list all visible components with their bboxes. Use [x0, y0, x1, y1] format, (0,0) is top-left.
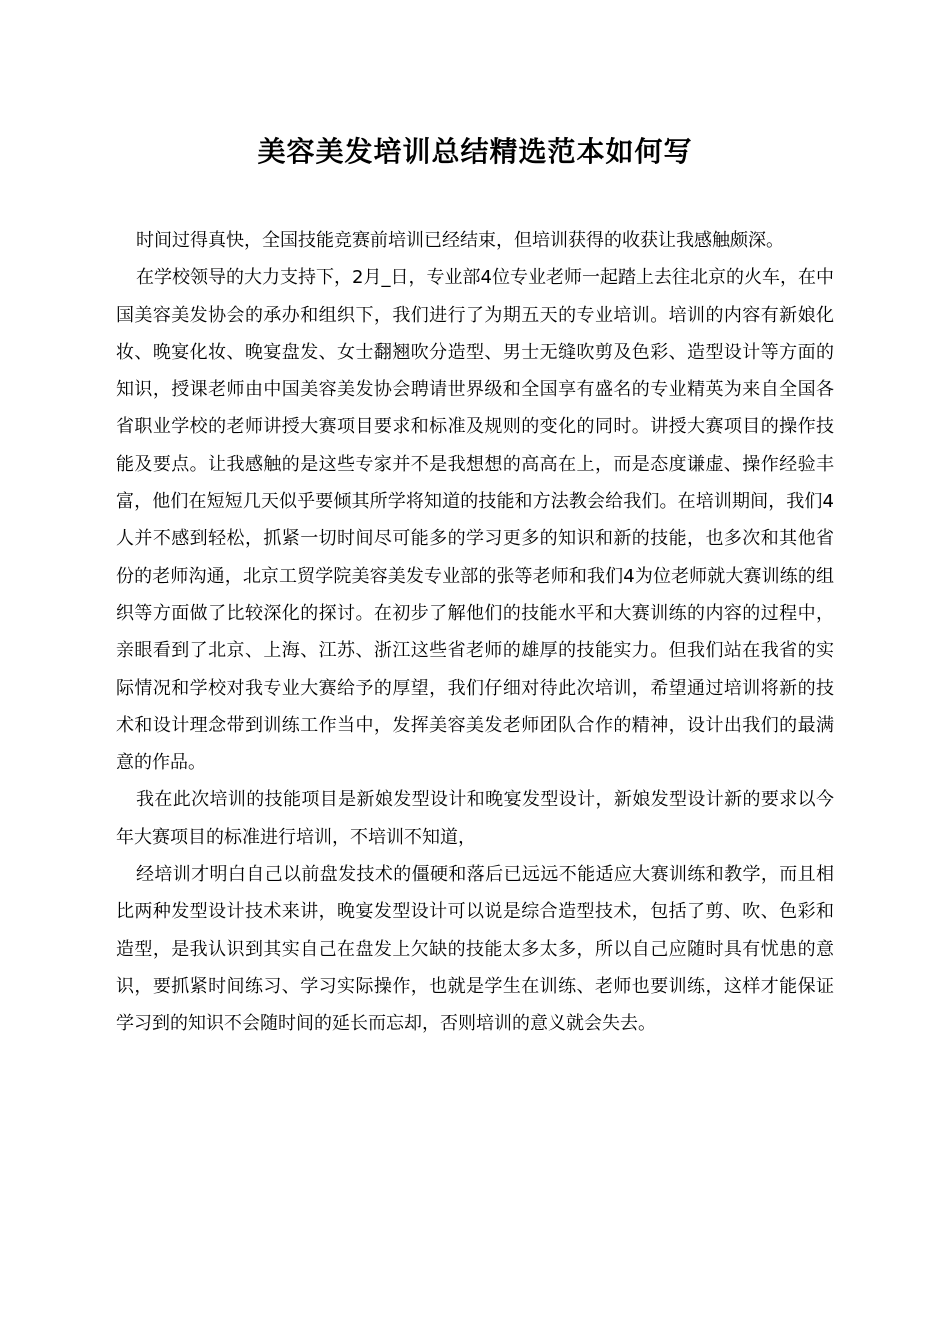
page-title: 美容美发培训总结精选范本如何写 — [257, 135, 693, 168]
paragraph-skill-project: 我在此次培训的技能项目是新娘发型设计和晚宴发型设计，新娘发型设计新的要求以今年大赛项目的标准进行培训，不培训不知道， — [116, 789, 834, 848]
document-body — [116, 222, 834, 1043]
paragraph-reflection: 经培训才明白自己以前盘发技术的僵硬和落后已远远不能适应大赛训练和教学，而且相比两种发型设计技术来讲，晚宴发型设计可以说是综合造型技术，包括了剪、吹、色彩和造型，是我认识到其实自己在盘发上欠缺的技能太多太多，所以自己应随时具有忧患的意识，要抓紧时间练习、学习实际操作，也就是学生在训练、老师也要训练，这样才能保证学习到的知识不会随时间的延长而忘却，否则培训的意义就会失去。 — [116, 864, 834, 1035]
paragraph-intro: 时间过得真快，全国技能竞赛前培训已经结束，但培训获得的收获让我感触颇深。 — [136, 230, 784, 251]
paragraph-training-details: 在学校领导的大力支持下，2月_日，专业部4位专业老师一起踏上去往北京的火车，在中国美容美发协会的承办和组织下，我们进行了为期五天的专业培训。培训的内容有新娘化妆、晚宴化妆、晚宴盘发、女士翻翘吹分造型、男士无缝吹剪及色彩、造型设计等方面的知识，授课老师由中国美容美发协会聘请世界级和全国享有盛名的专业精英为来自全国各省职业学校的老师讲授大赛项目要求和标准及规则的变化的同时。讲授大赛项目的操作技能及要点。让我感触的是这些专家并不是我想想的高高在上，而是态度谦虚、操作经验丰富，他们在短短几天似乎要倾其所学将知道的技能和方法教会给我们。在培训期间，我们4人并不感到轻松，抓紧一切时间尽可能多的学习更多的知识和新的技能，也多次和其他省份的老师沟通，北京工贸学院美容美发专业部的张等老师和我们4为位老师就大赛训练的组织等方面做了比较深化的探讨。在初步了解他们的技能水平和大赛训练的内容的过程中，亲眼看到了北京、上海、江苏、浙江这些省老师的雄厚的技能实力。但我们站在我省的实际情况和学校对我专业大赛给予的厚望，我们仔细对待此次培训，希望通过培训将新的技术和设计理念带到训练工作当中，发挥美容美发老师团队合作的精神，设计出我们的最满意的作品。 — [116, 267, 834, 774]
